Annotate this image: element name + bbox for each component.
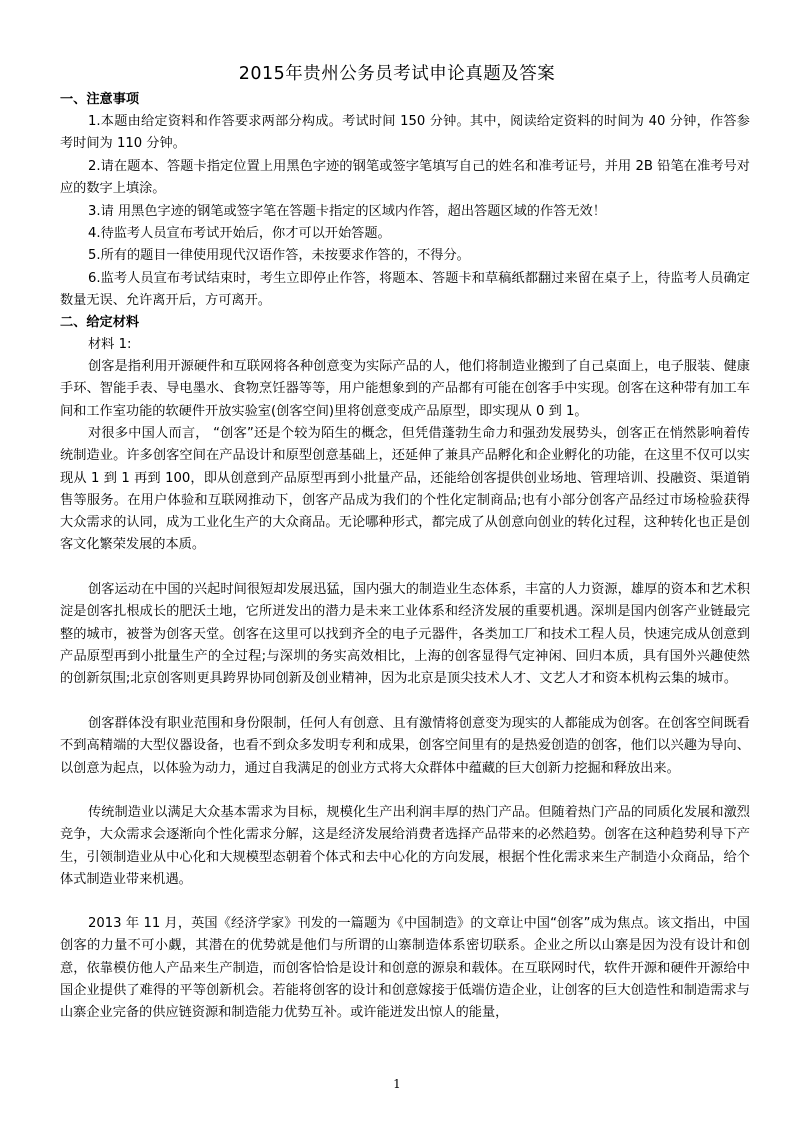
note-item-2: 2.请在题本、答题卡指定位置上用黑色字迹的钢笔或签字笔填写自己的姓名和准考证号，并用 2B 铅笔在准考号对应的数字上填涂。 <box>60 159 750 197</box>
section-heading-notes: 一、注意事项 <box>60 92 140 107</box>
note-item-5: 5.所有的题目一律使用现代汉语作答，未按要求作答的，不得分。 <box>88 248 470 263</box>
material-paragraph-6: 2013 年 11 月，英国《经济学家》刊发的一篇题为《中国制造》的文章让中国“创客”成为焦点。该文指出，中国创客的力量不可小觑，其潜在的优势就是他们与所谓的山寨制造体系密切联系。企业之所以山寨是因为没有设计和创意，依靠模仿他人产品来生产制造，而创客恰恰是设计和创意的源泉和载体。在互联网时代，软件开源和硬件开源给中国企业提供了难得的平等创新机会。若能将创客的设计和创意嫁接于低端仿造企业，让创客的巨大创造性和制造需求与山寨企业完备的供应链资源和制造能力优势互补。或许能迸发出惊人的能量， <box>60 916 750 1021</box>
note-item-4: 4.待监考人员宣布考试开始后，你才可以开始答题。 <box>88 226 391 241</box>
section-heading-materials: 二、给定材料 <box>60 315 140 330</box>
note-item-3: 3.请 用黑色字迹的钢笔或签字笔在答题卡指定的区域内作答，超出答题区域的作答无效！ <box>88 204 606 219</box>
material-paragraph-4: 创客群体没有职业范围和身份限制，任何人有创意、且有激情将创意变为现实的人都能成为创客。在创客空间既看不到高精端的大型仪器设备，也看不到众多发明专利和成果，创客空间里有的是热爱创造的创客，他们以兴趣为导向、以创意为起点，以体验为动力，通过自我满足的创业方式将大众群体中蕴藏的巨大创新力挖掘和释放出来。 <box>60 716 750 776</box>
material-paragraph-5: 传统制造业以满足大众基本需求为目标，规模化生产出利润丰厚的热门产品。但随着热门产品的同质化发展和激烈竞争，大众需求会逐渐向个性化需求分解，这是经济发展给消费者选择产品带来的必然趋势。创客在这种趋势利导下产生，引领制造业从中心化和大规模型态朝着个体式和去中心化的方向发展，根据个性化需求来生产制造小众商品，给个体式制造业带来机遇。 <box>60 805 750 887</box>
material-paragraph-1: 创客是指利用开源硬件和互联网将各种创意变为实际产品的人，他们将制造业搬到了自己桌面上，电子服装、健康手环、智能手表、导电墨水、食物烹饪器等等，用户能想象到的产品都有可能在创客手中实现。创客在这种带有加工车间和工作室功能的软硬件开放实验室(创客空间)里将创意变成产品原型，即实现从 0 到 1。 <box>60 359 750 419</box>
note-item-6: 6.监考人员宣布考试结束时，考生立即停止作答，将题本、答题卡和草稿纸都翻过来留在桌子上，待监考人员确定数量无误、允许离开后，方可离开。 <box>60 271 750 309</box>
material-label: 材料 1: <box>88 337 132 352</box>
note-item-1: 1.本题由给定资料和作答要求两部分构成。考试时间 150 分钟。其中，阅读给定资料的时间为 40 分钟，作答参考时间为 110 分钟。 <box>60 114 750 152</box>
material-paragraph-2: 对很多中国人而言， “创客”还是个较为陌生的概念，但凭借蓬勃生命力和强劲发展势头，创客正在悄然影响着传统制造业。许多创客空间在产品设计和原型创意基础上，还延伸了兼具产品孵化和企业孵化的功能，在这里不仅可以实现从 1 到 1 再到 100，即从创意到产品原型再到小批量产品，还能给创客提供创业场地、管理培训、投融资、渠道销售等服务。在用户体验和互联网推动下，创客产品成为我们的个性化定制商品;也有小部分创客产品经过市场检验获得大众需求的认同，成为工业化生产的大众商品。无论哪种形式，都完成了从创意向创业的转化过程，这种转化也正是创客文化繁荣发展的本质。 <box>60 426 750 553</box>
material-paragraph-3: 创客运动在中国的兴起时间很短却发展迅猛，国内强大的制造业生态体系，丰富的人力资源，雄厚的资本和艺术积淀是创客扎根成长的肥沃土地，它所迸发出的潜力是未来工业体系和经济发展的重要机遇。深圳是国内创客产业链最完整的城市，被誉为创客天堂。创客在这里可以找到齐全的电子元器件，各类加工厂和技术工程人员，快速完成从创意到产品原型再到小批量生产的全过程;与深圳的务实高效相比，上海的创客显得气定神闲、回归本质，具有国外兴趣使然的创新氛围;北京创客则更具跨界协同创新及创业精神，因为北京是顶尖技术人才、文艺人才和资本机构云集的城市。 <box>60 582 750 687</box>
page-number: 1 <box>393 1077 401 1091</box>
document-title: 2015年贵州公务员考试申论真题及答案 <box>238 64 556 84</box>
